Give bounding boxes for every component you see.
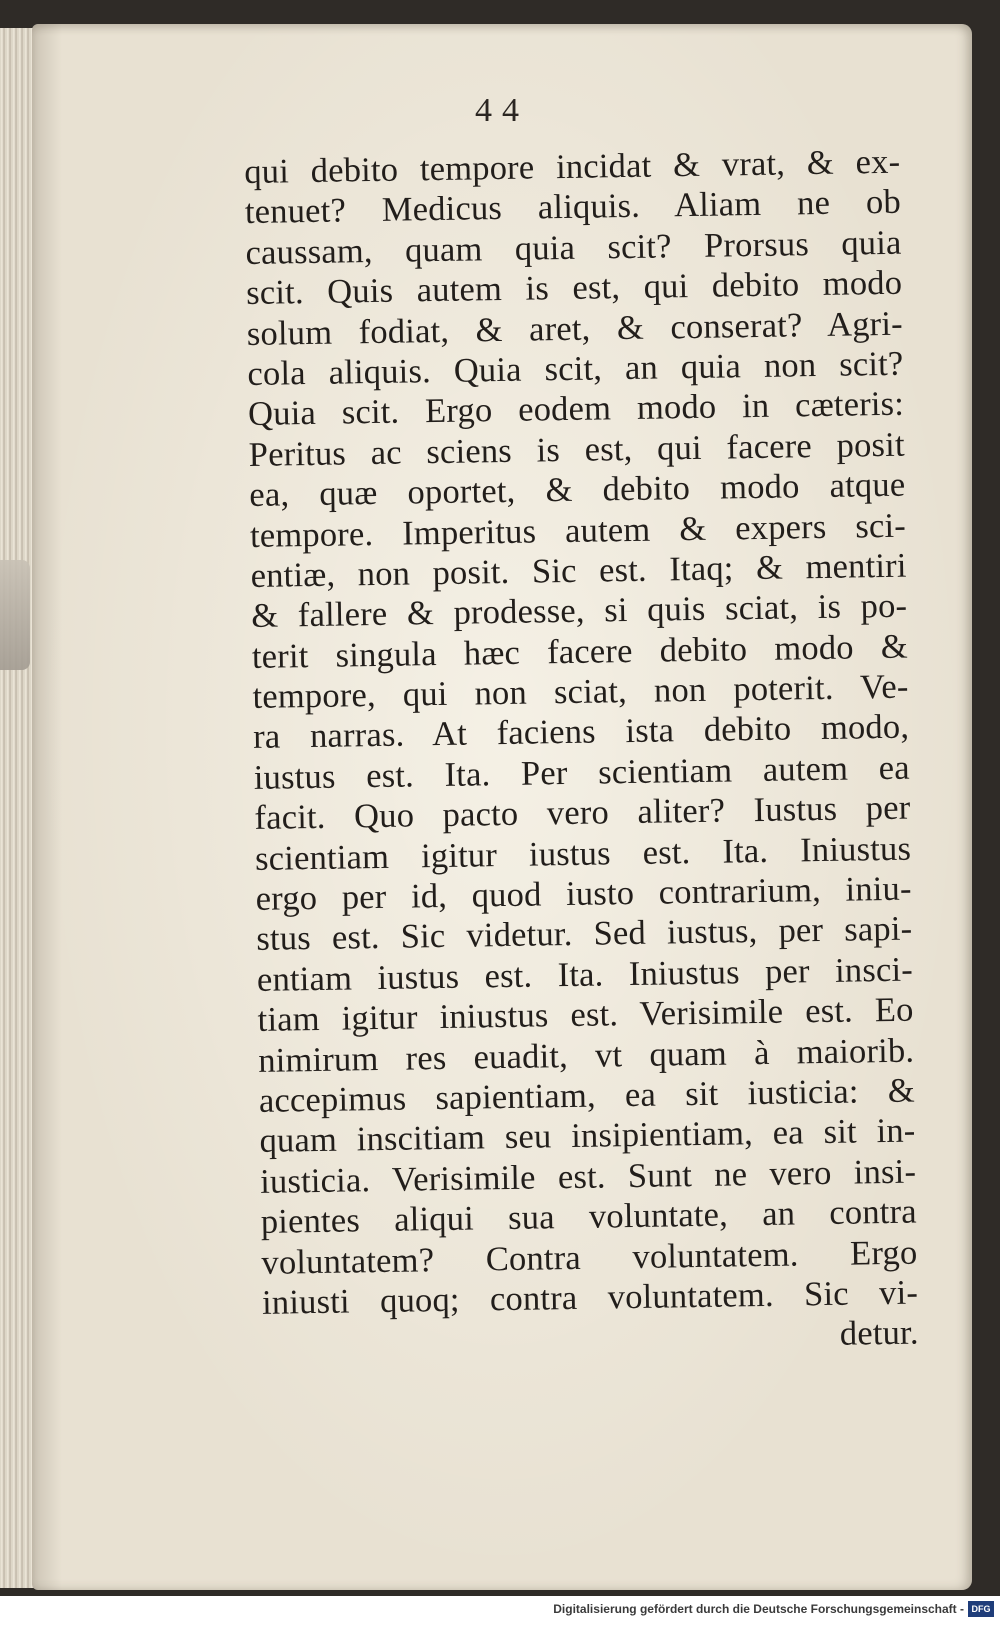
text-line: iniusti quoq; contra voluntatem. Sic vi- (261, 1273, 919, 1322)
text-line: & fallere & prodesse, si quis sciat, is po- (250, 586, 908, 636)
text-line: caussam, quam quia scit? Prorsus quia (245, 223, 902, 272)
text-line: terit singula hæc facere debito modo & (251, 627, 909, 676)
text-line: iusticia. Verisimile est. Sunt ne vero insi- (259, 1152, 917, 1201)
funding-credit: Digitalisierung gefördert durch die Deutsche Forschungsgemeinschaft - (553, 1602, 964, 1616)
bookmark-ribbon (0, 560, 30, 670)
text-line: ra narras. At faciens ista debito modo, (252, 708, 910, 757)
text-line: voluntatem? Contra voluntatem. Ergo (261, 1233, 918, 1282)
text-line: ergo per id, quod iusto contrarium, iniu- (255, 869, 912, 918)
text-line: cola aliquis. Quia scit, an quia non scit? (247, 344, 904, 393)
dfg-logo-icon: DFG (968, 1601, 994, 1617)
text-line: tiam igitur iniustus est. Verisimile est. Eo (257, 990, 914, 1040)
text-line: iustus est. Ita. Per scientiam autem ea (253, 748, 911, 797)
text-line: stus est. Sic videtur. Sed iustus, per sapi- (256, 910, 913, 959)
text-line: tempore, qui non sciat, non poterit. Ve- (252, 667, 909, 717)
text-line: qui debito tempore incidat & vrat, & ex- (244, 142, 901, 191)
body-text (244, 142, 919, 1364)
text-line: facit. Quo pacto vero aliter? Iustus per (254, 788, 911, 838)
text-line: tenuet? Medicus aliquis. Aliam ne ob (244, 183, 902, 232)
text-line: accepimus sapientiam, ea sit iusticia: & (258, 1071, 916, 1120)
text-line: pientes aliqui sua voluntate, an contra (260, 1192, 918, 1242)
text-line: scit. Quis autem is est, qui debito modo (245, 263, 903, 313)
text-line: Quia scit. Ergo eodem modo in cæteris: (247, 385, 905, 434)
book-page (32, 24, 972, 1590)
text-line: entiam iustus est. Ita. Iniustus per insci- (256, 950, 914, 999)
text-line: quam inscitiam seu insipientiam, ea sit in- (259, 1111, 916, 1161)
text-line: solum fodiat, & aret, & conserat? Agri- (246, 304, 904, 353)
text-line: detur. (839, 1313, 919, 1354)
text-line: nimirum res euadit, vt quam à maiorib. (257, 1031, 915, 1080)
page-number: 44 (475, 92, 529, 129)
text-line: scientiam igitur iustus est. Ita. Iniustus (254, 829, 912, 878)
text-line: tempore. Imperitus autem & expers sci- (249, 506, 907, 555)
text-line: ea, quæ oportet, & debito modo atque (249, 465, 906, 515)
text-line: entiæ, non posit. Sic est. Itaq; & mentiri (250, 546, 907, 595)
text-line: Peritus ac sciens is est, qui facere posit (248, 425, 905, 474)
